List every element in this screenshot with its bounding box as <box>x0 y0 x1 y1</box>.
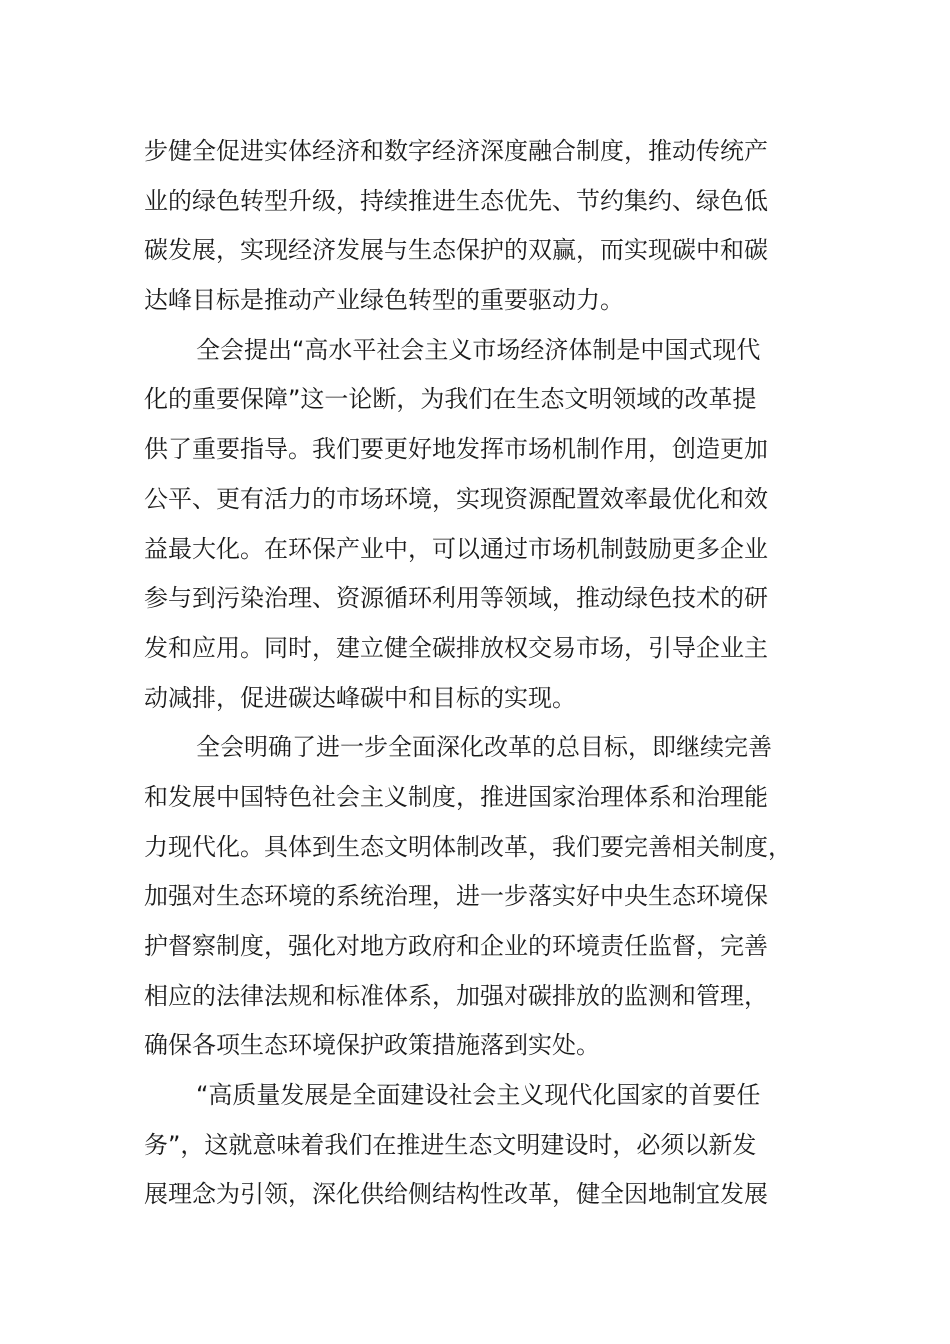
text-line-first: 全会明确了进一步全面深化改革的总目标，即继续完善 <box>196 733 772 762</box>
text-line: 步健全促进实体经济和数字经济深度融合制度，推动传统产 <box>144 137 768 165</box>
text-line: 加强对生态环境的系统治理，进一步落实好中央生态环境保 <box>144 882 768 911</box>
paragraph-3 <box>144 723 794 1071</box>
text-line: 发和应用。同时，建立健全碳排放权交易市场，引导企业主 <box>144 633 768 662</box>
text-line: 参与到污染治理、资源循环利用等领域，推动绿色技术的研 <box>144 584 768 613</box>
text-line: 护督察制度，强化对地方政府和企业的环境责任监督，完善 <box>144 932 768 960</box>
text-line: 公平、更有活力的市场环境，实现资源配置效率最优化和效 <box>144 484 768 513</box>
text-line-first: 全会提出“高水平社会主义市场经济体制是中国式现代 <box>196 335 761 364</box>
text-line: 相应的法律法规和标准体系，加强对碳排放的监测和管理， <box>144 981 768 1010</box>
text-line: 动减排，促进碳达峰碳中和目标的实现。 <box>144 683 576 712</box>
text-line: 展理念为引领，深化供给侧结构性改革，健全因地制宜发展 <box>144 1180 768 1209</box>
paragraph-4 <box>144 1071 794 1220</box>
text-line: 达峰目标是推动产业绿色转型的重要驱动力。 <box>144 286 624 315</box>
paragraph-1 <box>144 127 794 326</box>
text-line-first: “高质量发展是全面建设社会主义现代化国家的首要任 <box>196 1081 761 1110</box>
text-line: 确保各项生态环境保护政策措施落到实处。 <box>144 1031 600 1060</box>
text-line: 化的重要保障”这一论断，为我们在生态文明领域的改革提 <box>144 385 757 414</box>
text-line: 益最大化。在环保产业中，可以通过市场机制鼓励更多企业 <box>144 534 768 563</box>
text-line: 务”，这就意味着我们在推进生态文明建设时，必须以新发 <box>144 1130 757 1159</box>
text-line: 碳发展，实现经济发展与生态保护的双赢，而实现碳中和碳 <box>144 236 768 265</box>
paragraph-2 <box>144 326 794 724</box>
text-line: 和发展中国特色社会主义制度，推进国家治理体系和治理能 <box>144 782 768 811</box>
text-line: 供了重要指导。我们要更好地发挥市场机制作用，创造更加 <box>144 435 768 464</box>
document-body <box>144 127 794 1220</box>
text-line: 力现代化。具体到生态文明体制改革，我们要完善相关制度， <box>144 832 792 861</box>
text-line: 业的绿色转型升级，持续推进生态优先、节约集约、绿色低 <box>144 186 768 215</box>
